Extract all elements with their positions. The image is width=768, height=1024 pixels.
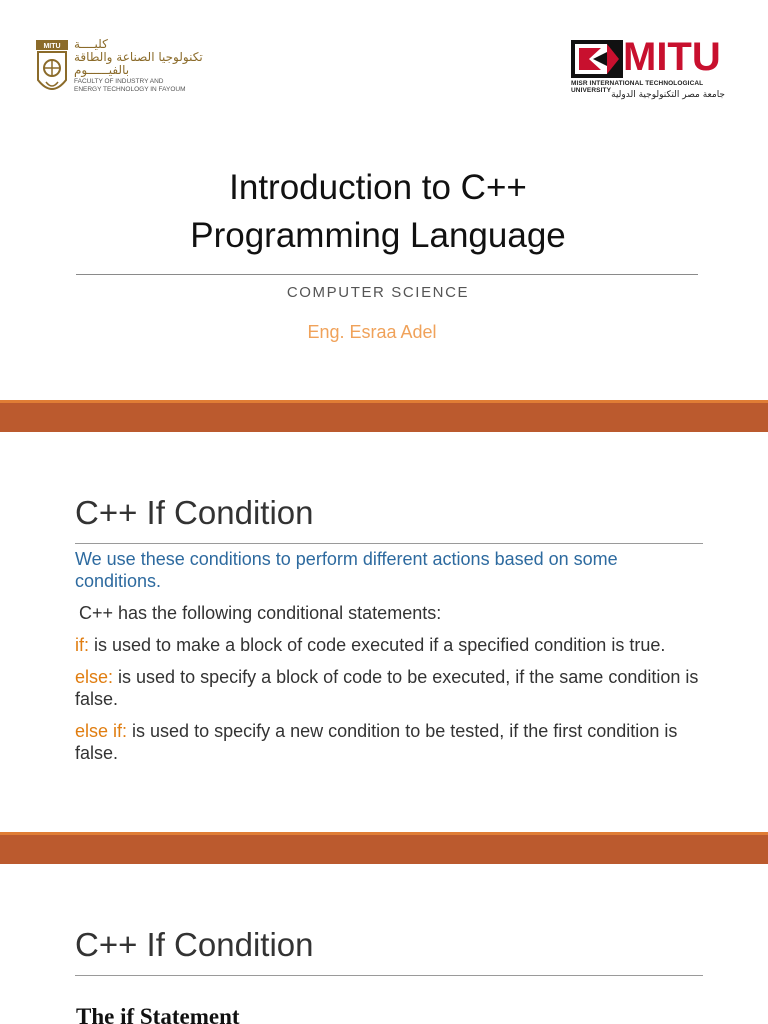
mitu-flag-icon [571,40,623,78]
faculty-english-name: FACULTY OF INDUSTRY AND ENERGY TECHNOLOGY IN FAYOUM [74,78,186,93]
title-slide [0,0,768,400]
presentation-title: Introduction to C++ Programming Language [190,168,566,255]
heading-divider [75,975,703,976]
faculty-logo [36,37,203,102]
lead-text: C++ has the following conditional statements: [79,603,442,623]
keyword-if: if: [75,635,90,655]
item-text: is used to specify a block of code to be executed, if the same condition is false. [75,667,699,709]
title-divider [76,274,698,275]
faculty-emblem-icon [36,40,68,98]
mitu-arabic-name: جامعة مصر التكنولوجية الدولية [611,90,725,100]
presentation-subtitle: COMPUTER SCIENCE [286,284,470,301]
mitu-logo [571,35,731,104]
mitu-subtitle: MISR INTERNATIONAL TECHNOLOGICAL UNIVERSITY [571,80,704,94]
slide-separator [0,400,768,432]
if-condition-slide [0,432,768,832]
keyword-else-if: else if: [75,721,128,741]
mitu-name: MITU [623,35,721,79]
svg-text:MITU: MITU [43,43,61,50]
slide-body [75,548,705,774]
slide-subheading: The if Statement [76,1004,240,1024]
list-item-if [75,634,705,656]
intro-text: We use these conditions to perform different actions based on some conditions. [75,549,618,591]
if-statement-slide [0,864,768,1024]
item-text: is used to make a block of code executed if a specified condition is true. [89,635,666,655]
list-item-else [75,666,705,710]
heading-divider [75,543,703,544]
slide-heading: C++ If Condition [75,494,314,531]
presentation-author: Eng. Esraa Adel [307,322,437,342]
list-item-else-if [75,720,705,764]
item-text: is used to specify a new condition to be tested, if the first condition is false. [75,721,678,763]
slide-separator [0,832,768,864]
keyword-else: else: [75,667,114,687]
faculty-arabic-name: كليــــة تكنولوجيا الصناعة والطاقة بالفيــــــوم [74,37,203,77]
slide-heading: C++ If Condition [75,926,314,963]
